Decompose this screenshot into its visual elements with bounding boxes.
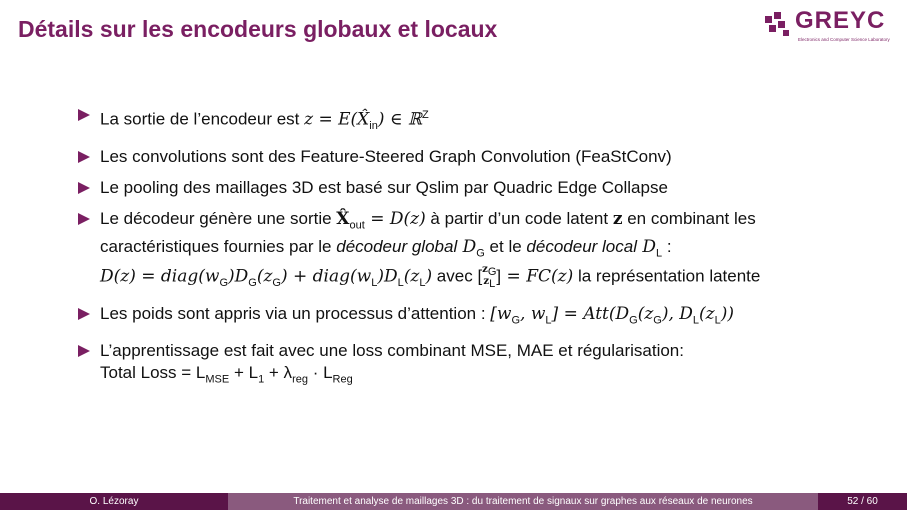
bullet-triangle-icon [78,109,90,121]
subscript: L [692,314,700,327]
footer-page-number: 52 / 60 [818,493,907,510]
latent-vector [482,265,496,289]
math: , w [520,303,546,324]
subscript: G [248,276,257,289]
bullet-triangle-icon [78,182,90,194]
bullet-triangle-icon [78,213,90,225]
bullet-text: La sortie de l’encodeur est [100,109,305,129]
bullet-text: la représentation latente [573,266,761,286]
bullet-text: à partir d’un code latent [425,209,613,229]
subscript: Reg [332,373,353,386]
loss-formula: + λ [264,363,293,383]
bullet-4: Le décodeur génère une sortie $X̂_{out} = D(z)$ à partir d’un code latent z en combinant les caractéristiques fournies par le décodeur global $D_G$ et le décodeur local $D_L$ : $D(z) = diag(w_G)D_G(z_G)$ + $diag(w_L)D_L(z_L)$ avec [$z_G$ $z_L] = FC(z)$ la représentation latente [78,208,878,294]
footer [0,493,907,510]
bullet-triangle-icon [78,308,90,320]
logo-name: GREYC [795,7,886,34]
bullet-triangle-icon [78,345,90,357]
math: z = E(X̂ [304,109,370,130]
subscript: L [371,276,378,289]
math: [w [490,303,512,324]
bullet-text: et le [484,237,527,257]
formula: (z [403,266,420,287]
bullet-2 [78,146,878,168]
slide-title: Détails sur les encodeurs globaux et locaux [18,16,498,42]
math: ] = Att(D [551,303,630,324]
superscript: Z [422,109,429,121]
greyc-logo-icon [763,10,793,40]
math: ) ∈ ℝ [377,109,422,130]
bullet-text: Les convolutions sont des Feature-Steered Graph Convolution (FeaStConv) [100,147,672,167]
formula: ) + diag(w [280,266,372,287]
bullet-triangle-icon [78,151,90,163]
subscript: L [545,314,552,327]
math: = FC(z) [501,266,574,287]
subscript: G [272,276,281,289]
math: D [637,237,657,258]
subscript: L [419,276,426,289]
subscript: L [656,247,663,260]
subscript: L [397,276,404,289]
math: X̂ [336,209,350,230]
subscript: G [487,265,497,278]
formula: )D [228,266,249,287]
loss-formula: Total Loss = L [100,363,206,383]
formula: D(z) = diag(w [100,266,220,287]
bullet-text: Le pooling des maillages 3D est basé sur Qslim par Quadric Edge Collapse [100,178,668,198]
emphasis: décodeur local [526,237,637,257]
emphasis: décodeur global [336,237,458,257]
math: (z [699,303,715,324]
bullet-6 [78,340,878,390]
formula: (z [256,266,273,287]
logo-subtitle: Electronics and Computer Science Laboratory [798,37,890,42]
subscript: L [714,314,721,327]
greyc-logo [763,7,893,46]
footer-author: O. Lézoray [0,493,228,510]
math: ), D [661,303,693,324]
subscript: L [489,277,496,290]
math: (z [637,303,654,324]
subscript: in [369,120,378,133]
vector-top: z [482,263,488,275]
math: = D(z) [364,209,426,230]
subscript: G [629,314,638,327]
math: )) [720,303,735,324]
bullet-text: L’apprentissage est fait avec une loss combinant MSE, MAE et régularisation: [100,341,684,361]
bullet-1 [78,104,878,137]
bullet-list [78,104,878,399]
math: z [612,209,623,230]
bullet-5 [78,303,878,331]
loss-formula: · L [307,363,333,383]
subscript: reg [292,373,308,386]
math: D [457,237,477,258]
loss-formula: + L [229,363,259,383]
formula: ) [425,266,433,287]
bullet-text: Le décodeur génère une sortie [100,209,337,229]
bullet-3 [78,177,878,199]
bullet-text: en combinant les caractéristiques fournies par le [100,209,756,257]
footer-title: Traitement et analyse de maillages 3D : du traitement de signaux sur graphes aux réseaux de neurones [228,493,818,510]
subscript: out [349,219,365,232]
subscript: 1 [258,373,265,386]
subscript: G [653,314,662,327]
bullet-text: Les poids sont appris via un processus d’attention : [100,303,491,323]
bullet-text: avec [432,266,478,286]
subscript: G [219,276,228,289]
vector-bottom: z [483,275,490,287]
bullet-text: : [662,237,672,257]
subscript: G [511,314,521,327]
formula: )D [377,266,398,287]
subscript: G [476,247,485,260]
subscript: MSE [205,373,230,386]
